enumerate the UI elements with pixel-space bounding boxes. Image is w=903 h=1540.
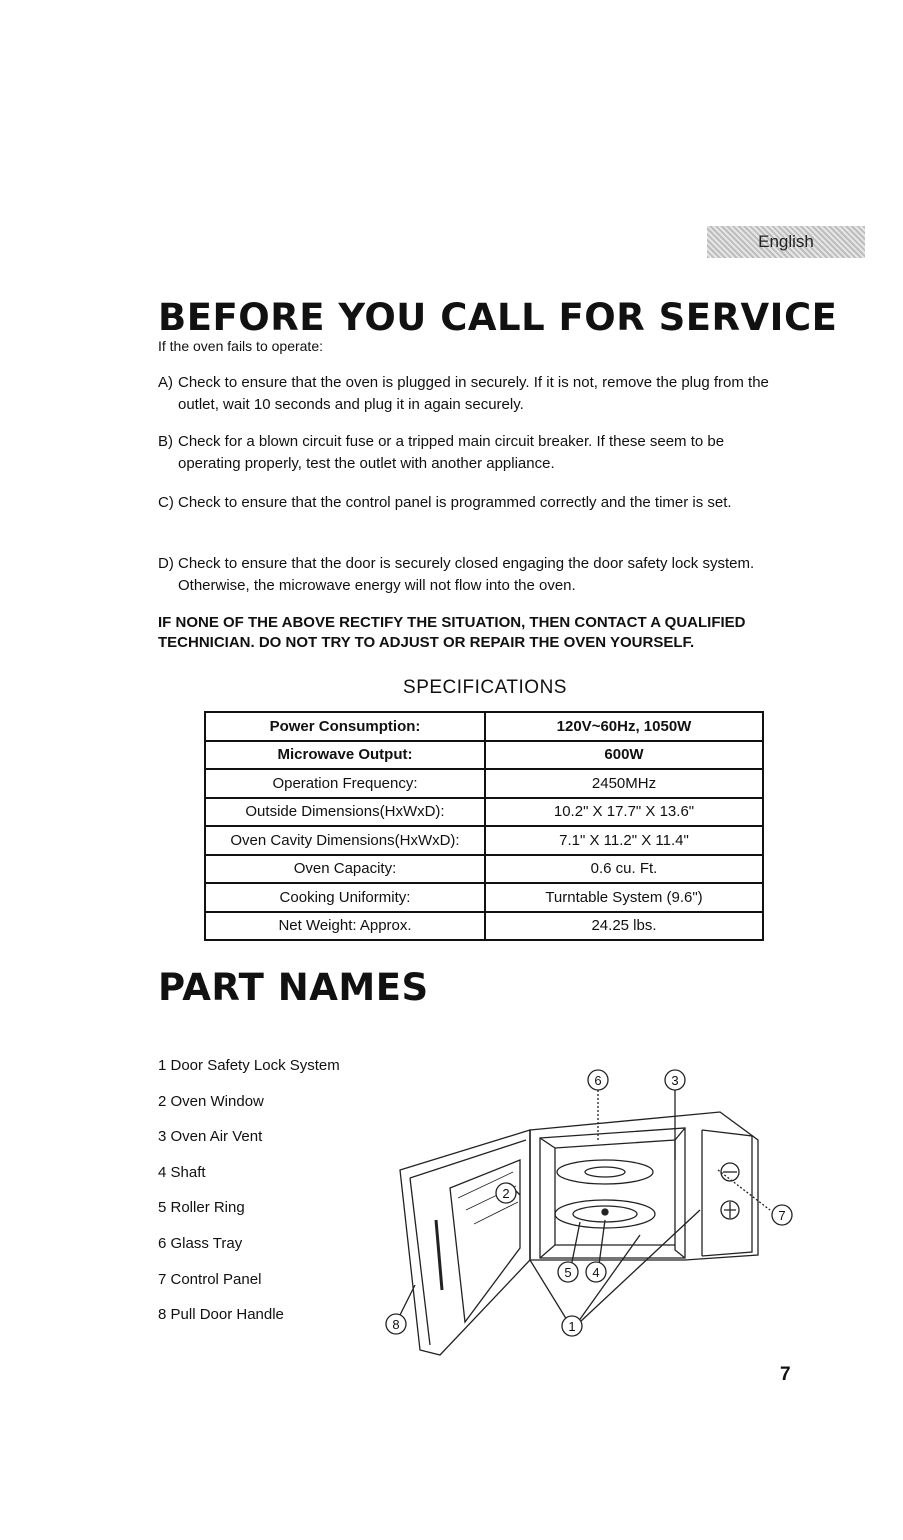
spec-label: Operation Frequency: [205, 769, 485, 798]
pull-door-handle [436, 1220, 442, 1290]
callout-3 [665, 1070, 685, 1090]
callout-number: 2 [502, 1186, 510, 1201]
spec-label: Net Weight: Approx. [205, 912, 485, 941]
page-number: 7 [780, 1364, 791, 1385]
step-label: B) [158, 433, 173, 450]
spec-label: Power Consumption: [205, 712, 485, 741]
table-row [205, 769, 763, 798]
spec-label: Cooking Uniformity: [205, 883, 485, 912]
list-item: 8 Pull Door Handle [158, 1306, 284, 1324]
table-row [205, 826, 763, 855]
table-row [205, 798, 763, 827]
spec-value: 2450MHz [485, 769, 763, 798]
callout-5 [558, 1262, 578, 1282]
service-step-a [158, 372, 788, 416]
spec-value: Turntable System (9.6") [485, 883, 763, 912]
list-item: 2 Oven Window [158, 1092, 264, 1110]
list-item: 7 Control Panel [158, 1270, 262, 1288]
callout-2 [496, 1183, 516, 1203]
control-panel [702, 1130, 752, 1256]
language-tab: English [707, 226, 865, 258]
callout-number: 6 [594, 1073, 602, 1088]
step-text: Check for a blown circuit fuse or a tripped main circuit breaker. If these seem to be operating properly, test the outlet with another appliance. [178, 433, 725, 472]
step-text: Check to ensure that the control panel is programmed correctly and the timer is set. [178, 494, 732, 511]
callout-1 [562, 1316, 582, 1336]
spec-value: 0.6 cu. Ft. [485, 855, 763, 884]
list-item: 3 Oven Air Vent [158, 1128, 263, 1146]
list-item: 6 Glass Tray [158, 1234, 243, 1252]
part-names-list [158, 1054, 340, 1339]
list-item: 4 Shaft [158, 1163, 206, 1181]
callout-4 [586, 1262, 606, 1282]
service-title: BEFORE YOU CALL FOR SERVICE [158, 296, 838, 339]
table-row [205, 883, 763, 912]
table-row [205, 912, 763, 941]
spec-label: Oven Cavity Dimensions(HxWxD): [205, 826, 485, 855]
specifications-title: SPECIFICATIONS [403, 677, 567, 698]
callout-number: 8 [392, 1317, 400, 1332]
spec-label: Outside Dimensions(HxWxD): [205, 798, 485, 827]
service-intro: If the oven fails to operate: [158, 338, 323, 354]
service-warning: IF NONE OF THE ABOVE RECTIFY THE SITUATION, THEN CONTACT A QUALIFIED TECHNICIAN. DO NOT TRY TO ADJUST OR REPAIR THE OVEN YOURSELF. [158, 614, 746, 651]
spec-label: Microwave Output: [205, 741, 485, 770]
callout-number: 3 [671, 1073, 679, 1088]
spec-value: 7.1" X 11.2" X 11.4" [485, 826, 763, 855]
part-names-title: PART NAMES [158, 966, 429, 1009]
spec-value: 10.2" X 17.7" X 13.6" [485, 798, 763, 827]
step-label: A) [158, 374, 173, 391]
callout-7 [772, 1205, 792, 1225]
step-text: Check to ensure that the oven is plugged in securely. If it is not, remove the plug from the outlet, wait 10 seconds and plug it in again securely. [178, 374, 769, 413]
callout-number: 4 [592, 1265, 600, 1280]
specifications-table [204, 711, 764, 941]
service-step-b [158, 431, 788, 475]
list-item: 1 Door Safety Lock System [158, 1057, 340, 1074]
table-row [205, 712, 763, 741]
service-step-d [158, 553, 788, 597]
spec-value: 24.25 lbs. [485, 912, 763, 941]
spec-label: Oven Capacity: [205, 855, 485, 884]
table-row [205, 855, 763, 884]
step-label: C) [158, 494, 174, 511]
callout-number: 7 [778, 1208, 786, 1223]
list-item: 5 Roller Ring [158, 1199, 245, 1217]
callout-number: 1 [568, 1319, 576, 1334]
spec-value: 120V~60Hz, 1050W [485, 712, 763, 741]
step-text: Check to ensure that the door is securely closed engaging the door safety lock system. Otherwise, the microwave energy will not flow into the oven. [178, 555, 755, 594]
glass-tray [557, 1160, 653, 1184]
oven-body [530, 1112, 758, 1260]
callout-8 [386, 1314, 406, 1334]
callout-number: 5 [564, 1265, 572, 1280]
microwave-diagram [380, 1060, 800, 1360]
spec-value: 600W [485, 741, 763, 770]
shaft [602, 1209, 608, 1215]
step-label: D) [158, 555, 174, 572]
service-step-c [158, 492, 788, 514]
table-row [205, 741, 763, 770]
callout-6 [588, 1070, 608, 1090]
